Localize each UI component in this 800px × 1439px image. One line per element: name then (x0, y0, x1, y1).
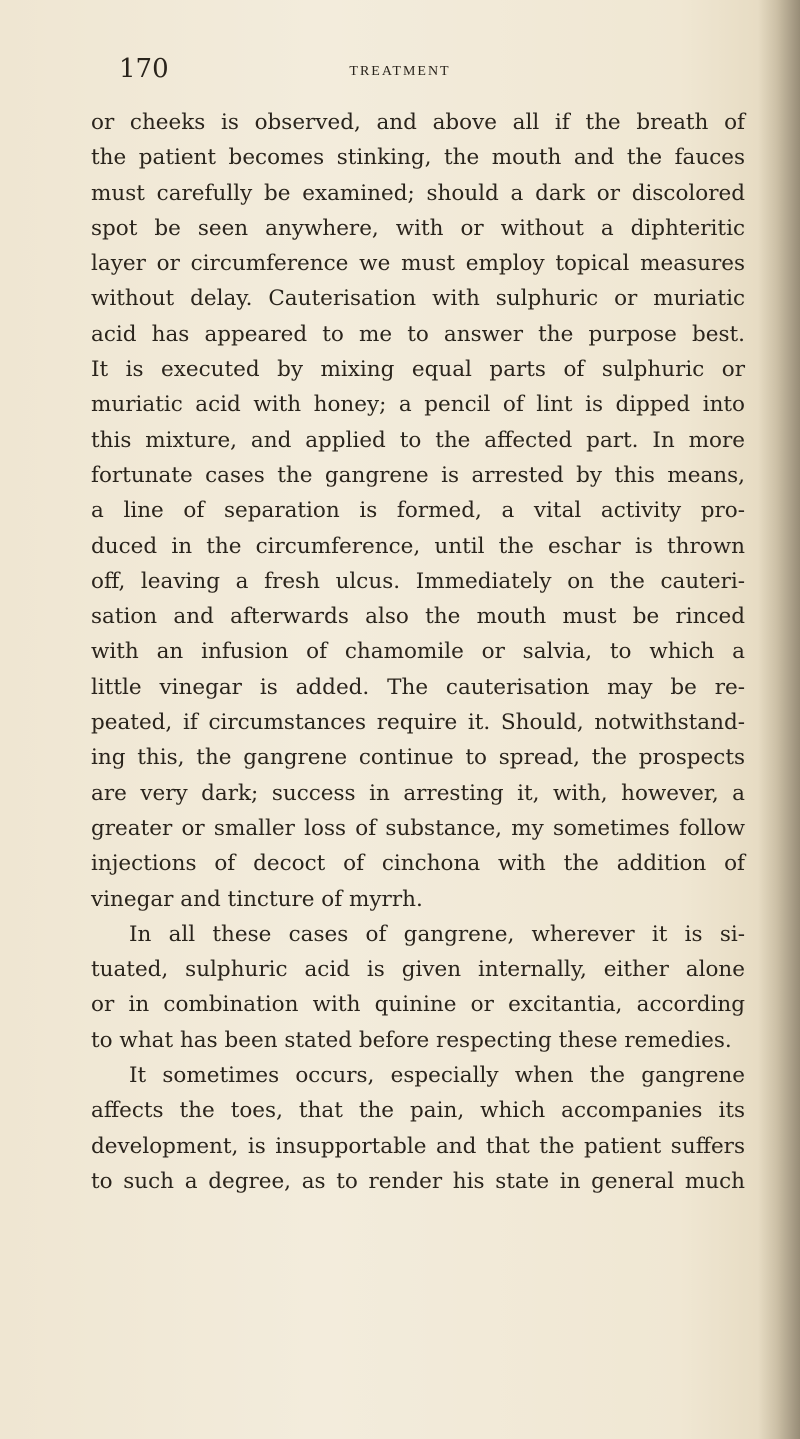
text-line: sation and afterwards also the mouth must be rinced (91, 604, 745, 630)
text-line: or cheeks is observed, and above all if the breath of (91, 110, 745, 135)
text-line: fortunate cases the gangrene is arrested by this means, (91, 462, 745, 488)
text-line: a line of separation is formed, a vital activity pro- (91, 498, 745, 524)
running-head: TREATMENT (349, 64, 451, 79)
text-line: In all these cases of gangrene, wherever it is si- (129, 921, 745, 947)
text-line: to what has been stated before respecting these remedies. (91, 1027, 732, 1053)
text-line: vinegar and tincture of myrrh. (91, 886, 423, 912)
text-line: ing this, the gangrene continue to spread, the prospects (91, 745, 745, 771)
text-line: with an infusion of chamomile or salvia, to which a (91, 639, 745, 665)
text-line: development, is insupportable and that the patient suffers (91, 1133, 745, 1159)
text-line: greater or smaller loss of substance, my sometimes follow (91, 815, 745, 841)
text-line: tuated, sulphuric acid is given internally, either alone (91, 957, 745, 983)
text-line: to such a degree, as to render his state in general much (91, 1168, 745, 1194)
text-line: off, leaving a fresh ulcus. Immediately on the cauteri- (91, 568, 745, 594)
text-line: layer or circumference we must employ topical measures (91, 251, 745, 277)
text-line: It sometimes occurs, especially when the gangrene (129, 1063, 745, 1089)
text-line: muriatic acid with honey; a pencil of lint is dipped into (91, 392, 745, 418)
text-line: the patient becomes stinking, the mouth and the fauces (91, 145, 745, 171)
text-line: without delay. Cauterisation with sulphuric or muriatic (91, 286, 745, 312)
text-line: spot be seen anywhere, with or without a diphteritic (91, 215, 745, 241)
page-number: 170 (119, 54, 169, 84)
text-line: are very dark; success in arresting it, with, however, a (91, 780, 745, 806)
text-line: injections of decoct of cinchona with the addition of (91, 851, 745, 877)
text-line: acid has appeared to me to answer the purpose best. (91, 321, 745, 347)
page-edge-shadow (758, 0, 800, 1439)
body-text (91, 105, 745, 1199)
text-line: must carefully be examined; should a dark or discolored (91, 180, 745, 206)
text-line: little vinegar is added. The cauterisation may be re- (91, 674, 745, 700)
text-line: peated, if circumstances require it. Should, notwithstand- (91, 710, 745, 736)
text-line: or in combination with quinine or excitantia, according (91, 992, 745, 1018)
text-line: duced in the circumference, until the eschar is thrown (91, 533, 745, 559)
text-line: It is executed by mixing equal parts of sulphuric or (91, 357, 745, 383)
text-line: affects the toes, that the pain, which accompanies its (91, 1098, 745, 1124)
text-line: this mixture, and applied to the affected part. In more (91, 427, 745, 453)
